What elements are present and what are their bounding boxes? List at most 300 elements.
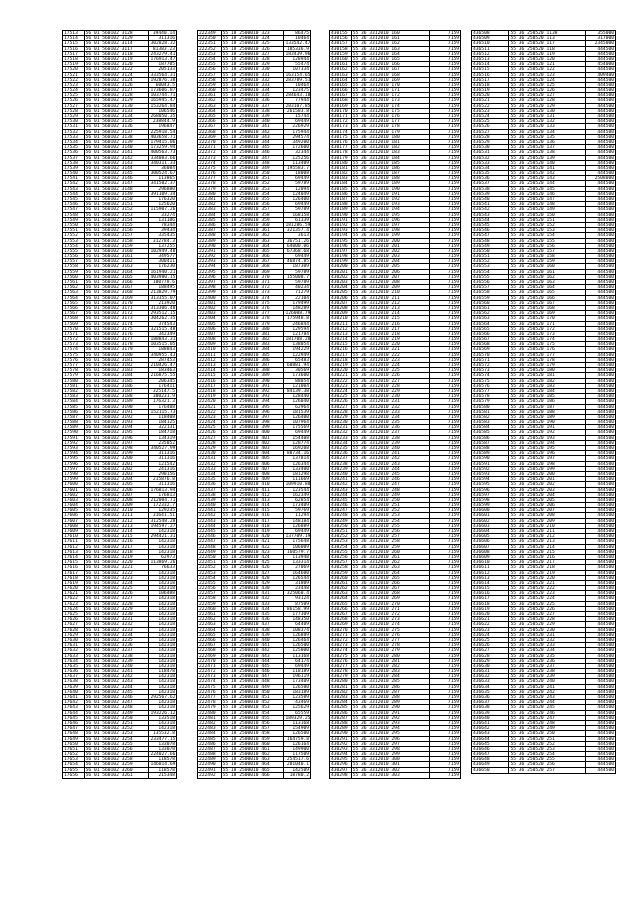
row-code-cell: 56 01 560102 3160 xyxy=(85,249,150,253)
row-id-cell: 436647 xyxy=(472,752,509,756)
row-amount-cell: 287453 xyxy=(158,357,175,362)
row-code-cell: 55 18 2500010 385 xyxy=(222,353,285,357)
row-code-cell: 55 36 250520 182 xyxy=(509,379,586,383)
row-id-cell: 436600 xyxy=(472,508,509,512)
row-amount-cell: 296880 xyxy=(158,186,175,191)
row-id-cell: 17544 xyxy=(63,192,85,196)
row-amount-cell: 7159 xyxy=(447,46,459,51)
row-code-cell: 55 18 2500010 403 xyxy=(222,446,285,450)
row-id-cell: 430216 xyxy=(330,347,352,351)
row-amount-cell: 444500 xyxy=(597,337,614,342)
row-id-cell: 430186 xyxy=(330,192,352,196)
row-id-cell: 17528 xyxy=(63,109,85,113)
row-amount-cell: 126008.79 xyxy=(285,311,310,316)
row-amount-cell: 7159 xyxy=(447,731,459,736)
row-amount-cell: 188843.31 xyxy=(150,337,176,342)
row-code-cell: 56 01 560102 3124 xyxy=(85,73,150,77)
row-amount-cell: 176321.3 xyxy=(152,399,175,404)
row-code-cell: 55 36 3312010 271 xyxy=(352,607,431,611)
row-code-cell: 55 18 2500010 405 xyxy=(222,456,285,460)
row-id-cell: 436593 xyxy=(472,472,509,476)
row-code-cell: 55 36 250520 126 xyxy=(509,88,586,92)
row-code-cell: 55 18 2500010 326 xyxy=(222,47,285,51)
row-id-cell: 17534 xyxy=(63,140,85,144)
row-id-cell: 17540 xyxy=(63,171,85,175)
row-id-cell: 430180 xyxy=(330,161,352,165)
row-id-cell: 430204 xyxy=(330,285,352,289)
row-amount-cell: 175944 xyxy=(292,129,309,134)
row-id-cell: 436525 xyxy=(472,119,509,123)
row-code-cell: 56 01 560102 3252 xyxy=(85,726,150,730)
row-code-cell: 55 36 250520 179 xyxy=(509,363,586,367)
row-id-cell: 17598 xyxy=(63,472,85,476)
row-id-cell: 17537 xyxy=(63,156,85,160)
row-code-cell: 55 36 3312010 206 xyxy=(352,270,431,274)
row-code-cell: 56 01 560102 3137 xyxy=(85,130,150,134)
row-amount-cell: 444500 xyxy=(597,93,614,98)
row-amount-cell: 444500 xyxy=(597,601,614,606)
row-id-cell: 430245 xyxy=(330,498,352,502)
row-amount-cell: 7159 xyxy=(447,575,459,580)
row-id-cell: 430230 xyxy=(330,420,352,424)
row-amount-cell: 444500 xyxy=(597,420,614,425)
row-amount-cell: 142318 xyxy=(158,679,175,684)
row-id-cell: 222366 xyxy=(198,119,222,123)
row-amount-cell: 444500 xyxy=(597,404,614,409)
row-amount-cell: 444500 xyxy=(597,305,614,311)
row-code-cell: 55 18 2500010 389 xyxy=(222,373,285,377)
row-id-cell: 436608 xyxy=(472,550,509,554)
row-code-cell: 56 01 560102 3203 xyxy=(85,472,150,476)
row-amount-cell: 46874.85 xyxy=(286,259,309,264)
row-id-cell: 430169 xyxy=(330,104,352,108)
row-code-cell: 55 36 3312010 192 xyxy=(352,197,431,201)
row-code-cell: 55 18 2500010 348 xyxy=(222,161,285,165)
row-code-cell: 55 36 250520 160 xyxy=(509,264,586,268)
row-id-cell: 430167 xyxy=(330,93,352,97)
row-id-cell: 222385 xyxy=(198,218,222,222)
row-id-cell: 436560 xyxy=(472,301,509,305)
row-code-cell: 56 01 560102 3127 xyxy=(85,88,150,92)
row-id-cell: 17567 xyxy=(63,311,85,315)
row-code-cell: 55 36 250520 198 xyxy=(509,462,586,466)
row-code-cell: 55 18 2500010 351 xyxy=(222,176,285,180)
row-id-cell: 222407 xyxy=(198,332,222,336)
row-amount-cell: 7159 xyxy=(447,93,459,98)
row-amount-cell: 7159 xyxy=(447,165,459,171)
row-id-cell: 17526 xyxy=(63,98,85,102)
row-code-cell: 56 01 560102 3200 xyxy=(85,456,150,460)
row-code-cell: 55 36 3312010 224 xyxy=(352,363,431,367)
row-id-cell: 436606 xyxy=(472,539,509,543)
row-id-cell: 222387 xyxy=(198,228,222,232)
row-code-cell: 56 01 560102 3196 xyxy=(85,436,150,440)
row-code-cell: 56 01 560102 3253 xyxy=(85,731,150,735)
row-code-cell: 55 18 2500010 373 xyxy=(222,290,285,294)
row-code-cell: 55 18 2500010 437 xyxy=(222,622,285,626)
row-id-cell: 222463 xyxy=(198,622,222,626)
row-id-cell: 17523 xyxy=(63,83,85,87)
row-code-cell: 55 18 2500010 324 xyxy=(222,36,285,40)
row-code-cell: 55 18 2500010 421 xyxy=(222,539,285,543)
row-id-cell: 436642 xyxy=(472,726,509,730)
row-amount-cell: 7159 xyxy=(447,337,459,342)
row-id-cell: 222364 xyxy=(198,109,222,113)
row-code-cell: 55 18 2500010 418 xyxy=(222,524,285,528)
row-amount-cell: 154909 xyxy=(292,726,309,731)
row-amount-cell: 15744 xyxy=(295,114,309,119)
row-id-cell: 436628 xyxy=(472,654,509,658)
row-id-cell: 436646 xyxy=(472,747,509,751)
row-code-cell: 55 36 250520 170 xyxy=(509,316,586,320)
row-amount-cell: 225918.54 xyxy=(150,129,176,134)
row-id-cell: 222419 xyxy=(198,394,222,398)
row-code-cell: 55 18 2500010 352 xyxy=(222,181,285,185)
row-amount-cell: 444500 xyxy=(597,119,614,124)
row-id-cell: 436595 xyxy=(472,482,509,486)
row-id-cell: 17603 xyxy=(63,498,85,502)
row-id-cell: 436598 xyxy=(472,498,509,502)
row-amount-cell: 126500 xyxy=(292,643,309,648)
row-amount-cell: 142318 xyxy=(158,637,175,643)
row-amount-cell: 340955.43 xyxy=(150,352,176,357)
row-id-cell: 222376 xyxy=(198,171,222,175)
row-amount-cell: 184718 xyxy=(158,430,175,435)
row-amount-cell: 215348 xyxy=(158,772,175,778)
row-code-cell: 56 01 560102 3208 xyxy=(85,498,150,502)
row-amount-cell: 444500 xyxy=(597,357,614,362)
row-id-cell: 436517 xyxy=(472,78,509,82)
row-amount-cell: 444500 xyxy=(597,67,614,72)
row-amount-cell: 444500 xyxy=(597,513,614,518)
row-id-cell: 222462 xyxy=(198,617,222,621)
row-amount-cell: 7159 xyxy=(447,669,459,674)
row-code-cell: 55 18 2500010 380 xyxy=(222,327,285,331)
row-code-cell: 56 01 560102 3188 xyxy=(85,394,150,398)
row-id-cell: 17641 xyxy=(63,695,85,699)
row-id-cell: 430155 xyxy=(330,31,352,35)
row-id-cell: 17596 xyxy=(63,462,85,466)
row-code-cell: 55 36 3312010 247 xyxy=(352,482,431,486)
row-amount-cell: 444500 xyxy=(597,643,614,648)
row-code-cell: 55 36 250520 246 xyxy=(509,711,586,715)
row-amount-cell: 7159 xyxy=(447,705,459,710)
row-id-cell: 17536 xyxy=(63,150,85,154)
row-code-cell: 55 36 250520 210 xyxy=(509,524,586,528)
row-code-cell: 56 01 560102 3149 xyxy=(85,192,150,196)
row-amount-cell: 444500 xyxy=(597,51,614,56)
row-amount-cell: 7159 xyxy=(447,222,459,228)
row-code-cell: 55 18 2500010 411 xyxy=(222,488,285,492)
row-amount-cell: 7159 xyxy=(447,202,459,207)
row-amount-cell: 444500 xyxy=(597,648,614,653)
row-amount-cell: 78344 xyxy=(161,222,175,228)
row-id-cell: 430222 xyxy=(330,379,352,383)
row-code-cell: 56 01 560102 3220 xyxy=(85,560,150,564)
row-amount-cell: 31641.51 xyxy=(152,513,175,518)
row-amount-cell: 2345000 xyxy=(594,41,614,46)
row-code-cell: 55 18 2500010 387 xyxy=(222,363,285,367)
row-code-cell: 55 36 250520 166 xyxy=(509,296,586,300)
row-code-cell: 55 36 250520 230 xyxy=(509,628,586,632)
row-code-cell: 55 36 250520 146 xyxy=(509,192,586,196)
row-code-cell: 55 36 250520 229 xyxy=(509,622,586,626)
row-id-cell: 17548 xyxy=(63,213,85,217)
row-code-cell: 55 18 2500010 404 xyxy=(222,451,285,455)
row-amount-cell: 7159 xyxy=(447,461,459,466)
row-amount-cell: 444500 xyxy=(597,326,614,331)
row-code-cell: 56 01 560102 3122 xyxy=(85,67,150,71)
row-amount-cell: 7159 xyxy=(447,767,459,772)
row-id-cell: 430262 xyxy=(330,586,352,590)
row-code-cell: 56 01 560102 3166 xyxy=(85,280,150,284)
row-code-cell: 55 36 3312010 301 xyxy=(352,762,431,766)
row-id-cell: 430277 xyxy=(330,664,352,668)
row-amount-cell: 7159 xyxy=(447,414,459,420)
row-code-cell: 56 01 560102 3171 xyxy=(85,306,150,310)
row-code-cell: 55 36 250520 171 xyxy=(509,322,586,326)
row-code-cell: 55 36 250520 248 xyxy=(509,721,586,725)
row-amount-cell: 444500 xyxy=(597,430,614,435)
row-id-cell: 436523 xyxy=(472,109,509,113)
row-code-cell: 55 36 3312010 299 xyxy=(352,752,431,756)
row-id-cell: 17557 xyxy=(63,259,85,263)
row-id-cell: 430199 xyxy=(330,259,352,263)
row-code-cell: 55 36 3312010 215 xyxy=(352,316,431,320)
row-code-cell: 55 36 250520 127 xyxy=(509,93,586,97)
row-code-cell: 56 01 560102 3225 xyxy=(85,586,150,590)
row-amount-cell: 7159 xyxy=(447,311,459,316)
row-amount-cell: 7159 xyxy=(447,456,459,461)
row-amount-cell: 64409 xyxy=(295,622,309,627)
row-id-cell: 430172 xyxy=(330,119,352,123)
row-amount-cell: 142318 xyxy=(158,674,175,679)
row-id-cell: 430288 xyxy=(330,721,352,725)
table-row xyxy=(198,773,310,778)
row-amount-cell: 102949.48 xyxy=(150,248,176,254)
row-code-cell: 56 01 560102 3180 xyxy=(85,353,150,357)
row-id-cell: 222390 xyxy=(198,244,222,248)
row-amount-cell: 118189 xyxy=(292,669,309,674)
row-amount-cell: 123475 xyxy=(292,88,309,93)
row-id-cell: 222386 xyxy=(198,223,222,227)
row-amount-cell: 7159 xyxy=(447,191,459,196)
row-amount-cell: 7159 xyxy=(447,612,459,617)
row-id-cell: 17647 xyxy=(63,726,85,730)
row-id-cell: 17623 xyxy=(63,602,85,606)
row-amount-cell: 176913.47 xyxy=(150,56,176,62)
row-id-cell: 222412 xyxy=(198,358,222,362)
row-code-cell: 55 18 2500010 396 xyxy=(222,410,285,414)
row-amount-cell: 300411 xyxy=(158,259,175,264)
row-code-cell: 55 36 3312010 185 xyxy=(352,161,431,165)
row-code-cell: 55 18 2500010 447 xyxy=(222,674,285,678)
row-id-cell: 222410 xyxy=(198,347,222,351)
row-amount-cell: 31809 xyxy=(295,580,309,586)
row-id-cell: 222354 xyxy=(198,57,222,61)
row-code-cell: 56 01 560102 3204 xyxy=(85,477,150,481)
row-id-cell: 430255 xyxy=(330,550,352,554)
row-id-cell: 430264 xyxy=(330,596,352,600)
row-amount-cell: 7159 xyxy=(447,741,459,746)
row-id-cell: 17637 xyxy=(63,674,85,678)
row-code-cell: 55 18 2500010 330 xyxy=(222,67,285,71)
row-amount-cell: 444500 xyxy=(597,238,614,243)
row-code-cell: 55 18 2500010 442 xyxy=(222,648,285,652)
row-code-cell: 55 18 2500010 397 xyxy=(222,415,285,419)
row-amount-cell: 444500 xyxy=(597,508,614,513)
row-id-cell: 222429 xyxy=(198,446,222,450)
row-id-cell: 430223 xyxy=(330,384,352,388)
row-id-cell: 436531 xyxy=(472,150,509,154)
row-amount-cell: 118578 xyxy=(158,757,175,762)
row-code-cell: 55 36 250520 142 xyxy=(509,171,586,175)
row-amount-cell: 196119 xyxy=(292,674,309,679)
row-code-cell: 55 36 250520 200 xyxy=(509,472,586,476)
row-code-cell: 55 36 3312010 171 xyxy=(352,88,431,92)
row-id-cell: 430238 xyxy=(330,462,352,466)
row-id-cell: 430291 xyxy=(330,737,352,741)
row-code-cell: 55 36 250520 133 xyxy=(509,124,586,128)
row-amount-cell: 444500 xyxy=(597,617,614,622)
row-code-cell: 56 01 560102 3177 xyxy=(85,337,150,341)
row-amount-cell: 7159 xyxy=(447,570,459,575)
row-amount-cell: 322131 xyxy=(158,425,175,430)
row-code-cell: 55 36 250520 251 xyxy=(509,737,586,741)
row-id-cell: 436648 xyxy=(472,757,509,761)
row-id-cell: 430272 xyxy=(330,638,352,642)
row-amount-cell: 125629 xyxy=(292,705,309,710)
row-code-cell: 55 36 3312010 160 xyxy=(352,31,431,35)
row-amount-cell: 7159 xyxy=(447,129,459,134)
row-id-cell: 430280 xyxy=(330,679,352,683)
row-code-cell: 55 18 2500010 333 xyxy=(222,83,285,87)
row-id-cell: 436549 xyxy=(472,244,509,248)
row-code-cell: 55 36 3312010 204 xyxy=(352,259,431,263)
row-code-cell: 55 36 250520 215 xyxy=(509,550,586,554)
row-id-cell: 436635 xyxy=(472,690,509,694)
row-amount-cell: 121784 xyxy=(292,331,309,337)
row-id-cell: 17633 xyxy=(63,654,85,658)
row-code-cell: 55 18 2500010 347 xyxy=(222,156,285,160)
row-amount-cell: 142318 xyxy=(158,586,175,591)
row-code-cell: 55 36 250520 195 xyxy=(509,446,586,450)
row-id-cell: 436550 xyxy=(472,249,509,253)
row-id-cell: 436576 xyxy=(472,384,509,388)
row-id-cell: 430263 xyxy=(330,591,352,595)
row-amount-cell: 65483 xyxy=(295,357,309,362)
table-block-3 xyxy=(329,30,461,779)
row-code-cell: 55 18 2500010 412 xyxy=(222,493,285,497)
row-id-cell: 430194 xyxy=(330,233,352,237)
row-code-cell: 55 18 2500010 452 xyxy=(222,700,285,704)
row-code-cell: 55 36 3312010 168 xyxy=(352,73,431,77)
row-id-cell: 436609 xyxy=(472,555,509,559)
row-id-cell: 436555 xyxy=(472,275,509,279)
row-id-cell: 17535 xyxy=(63,145,85,149)
row-id-cell: 430200 xyxy=(330,264,352,268)
row-amount-cell: 33274 xyxy=(161,212,175,217)
row-id-cell: 17559 xyxy=(63,270,85,274)
row-id-cell: 222427 xyxy=(198,436,222,440)
row-code-cell: 55 18 2500010 461 xyxy=(222,747,285,751)
row-id-cell: 222475 xyxy=(198,685,222,689)
row-id-cell: 430248 xyxy=(330,513,352,517)
row-id-cell: 222373 xyxy=(198,156,222,160)
row-id-cell: 222355 xyxy=(198,62,222,66)
row-id-cell: 436579 xyxy=(472,399,509,403)
row-code-cell: 56 01 560102 3170 xyxy=(85,301,150,305)
row-amount-cell: 444500 xyxy=(597,565,614,570)
row-code-cell: 55 36 3312010 259 xyxy=(352,545,431,549)
row-code-cell: 55 36 250520 124 xyxy=(509,78,586,82)
row-amount-cell: 7159 xyxy=(447,326,459,331)
row-amount-cell: 126544 xyxy=(292,575,309,580)
row-code-cell: 55 36 3312010 193 xyxy=(352,202,431,206)
row-code-cell: 56 01 560102 3185 xyxy=(85,379,150,383)
row-code-cell: 55 36 250520 164 xyxy=(509,285,586,289)
row-id-cell: 436552 xyxy=(472,259,509,263)
row-amount-cell: 311316 xyxy=(158,456,175,461)
row-code-cell: 55 36 250520 173 xyxy=(509,332,586,336)
row-id-cell: 222482 xyxy=(198,721,222,725)
row-code-cell: 55 36 3312010 179 xyxy=(352,130,431,134)
row-id-cell: 17572 xyxy=(63,337,85,341)
row-id-cell: 436612 xyxy=(472,571,509,575)
row-id-cell: 430206 xyxy=(330,296,352,300)
row-code-cell: 55 36 250520 219 xyxy=(509,571,586,575)
row-amount-cell: 133078 xyxy=(158,746,175,752)
row-id-cell: 430205 xyxy=(330,290,352,294)
row-id-cell: 17599 xyxy=(63,477,85,481)
row-code-cell: 55 36 3312010 250 xyxy=(352,498,431,502)
row-amount-cell: 444500 xyxy=(597,612,614,617)
row-code-cell: 56 01 560102 3165 xyxy=(85,275,150,279)
row-id-cell: 222358 xyxy=(198,78,222,82)
row-id-cell: 436522 xyxy=(472,104,509,108)
row-id-cell: 430176 xyxy=(330,140,352,144)
row-id-cell: 222395 xyxy=(198,270,222,274)
row-id-cell: 436520 xyxy=(472,93,509,97)
row-amount-cell: 176230 xyxy=(158,264,175,269)
row-id-cell: 430160 xyxy=(330,57,352,61)
row-amount-cell: 254517.6 xyxy=(286,757,309,762)
row-code-cell: 55 36 3312010 292 xyxy=(352,716,431,720)
row-code-cell: 55 18 2500010 335 xyxy=(222,93,285,97)
row-amount-cell: 176813.94 xyxy=(150,487,176,492)
row-code-cell: 55 18 2500010 368 xyxy=(222,264,285,268)
row-code-cell: 56 01 560102 3189 xyxy=(85,399,150,403)
row-id-cell: 436515 xyxy=(472,67,509,71)
row-code-cell: 55 36 250520 168 xyxy=(509,306,586,310)
row-amount-cell: 7159 xyxy=(447,736,459,741)
row-amount-cell: 444500 xyxy=(597,575,614,580)
row-amount-cell: 142318 xyxy=(158,617,175,622)
row-code-cell: 56 01 560102 3197 xyxy=(85,441,150,445)
row-amount-cell: 106009 xyxy=(292,544,309,549)
row-id-cell: 222431 xyxy=(198,456,222,460)
row-code-cell: 55 36 3312010 269 xyxy=(352,596,431,600)
row-amount-cell: 88054 xyxy=(295,378,309,383)
row-code-cell: 55 18 2500010 413 xyxy=(222,498,285,502)
row-code-cell: 55 36 3312010 164 xyxy=(352,52,431,56)
row-id-cell: 436539 xyxy=(472,192,509,196)
row-code-cell: 55 18 2500010 423 xyxy=(222,550,285,554)
row-code-cell: 55 36 250520 137 xyxy=(509,145,586,149)
row-code-cell: 55 36 250520 207 xyxy=(509,508,586,512)
row-amount-cell: 355000 xyxy=(597,31,614,36)
row-amount-cell: 69449 xyxy=(295,663,309,669)
